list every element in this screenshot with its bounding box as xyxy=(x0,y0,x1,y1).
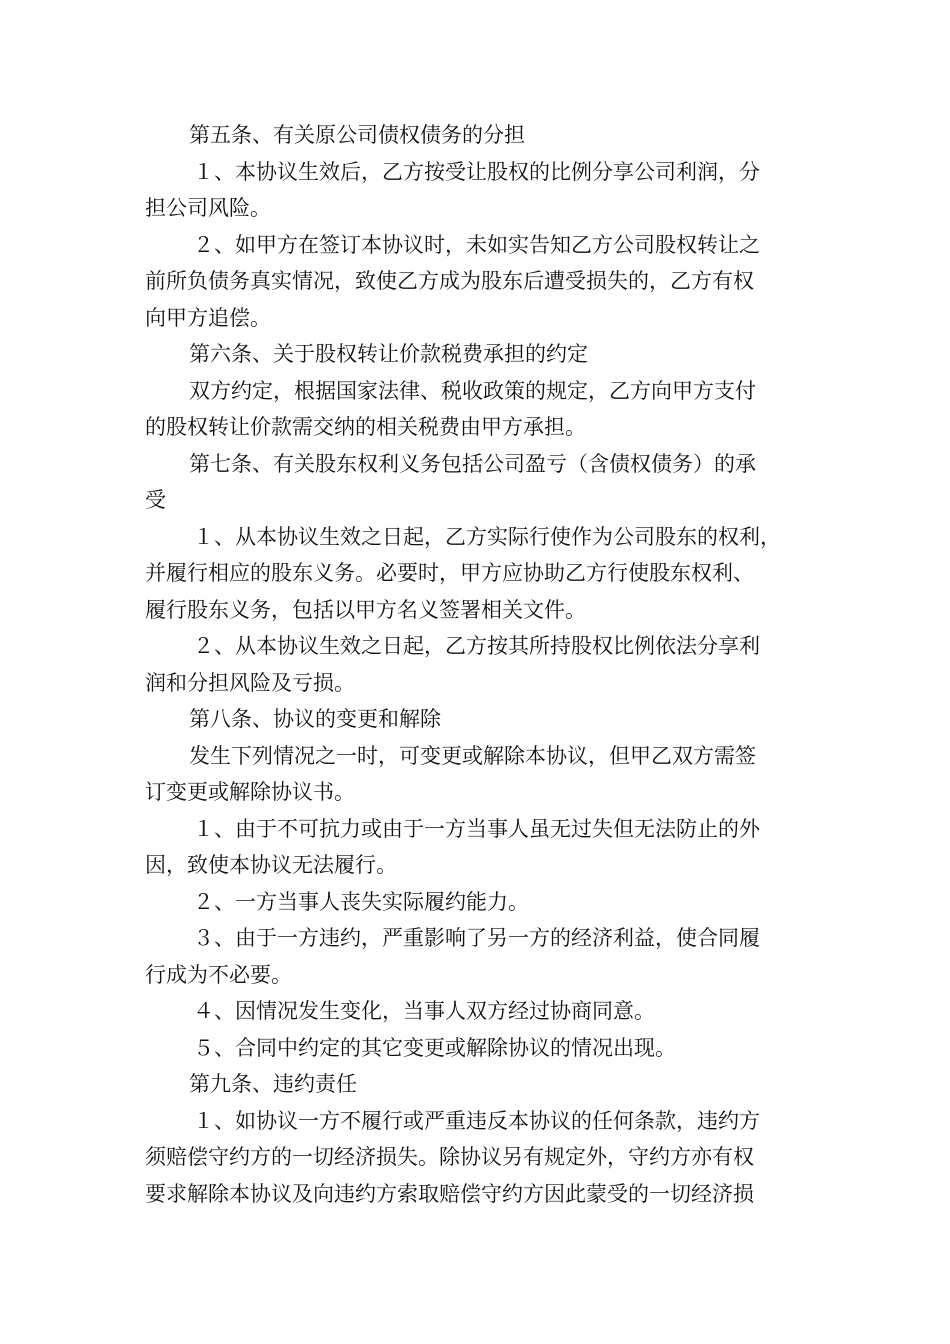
paragraph-line: 前所负债务真实情况，致使乙方成为股东后遭受损失的，乙方有权 xyxy=(145,269,754,293)
paragraph-line: ４、因情况发生变化，当事人双方经过协商同意。 xyxy=(193,999,655,1023)
paragraph-line: 订变更或解除协议书。 xyxy=(145,780,355,804)
paragraph-line: 须赔偿守约方的一切经济损失。除协议另有规定外，守约方亦有权 xyxy=(145,1145,754,1169)
paragraph-line: 润和分担风险及亏损。 xyxy=(145,670,355,695)
article-6-heading: 第六条、关于股权转让价款税费承担的约定 xyxy=(189,342,588,366)
paragraph-line: １、从本协议生效之日起，乙方实际行使作为公司股东的权利， xyxy=(193,524,781,549)
paragraph-line: 要求解除本协议及向违约方索取赔偿守约方因此蒙受的一切经济损 xyxy=(145,1181,754,1206)
article-7-heading-cont: 受 xyxy=(145,488,166,512)
article-5-heading: 第五条、有关原公司债权债务的分担 xyxy=(189,123,525,147)
document-body xyxy=(145,117,807,1212)
paragraph-line: 发生下列情况之一时，可变更或解除本协议，但甲乙双方需签 xyxy=(189,743,756,768)
paragraph-line: ３、由于一方违约，严重影响了另一方的经济利益，使合同履 xyxy=(193,926,760,950)
article-7-heading: 第七条、有关股东权利义务包括公司盈亏（含债权债务）的承 xyxy=(189,451,756,476)
paragraph-line: 行成为不必要。 xyxy=(145,962,292,987)
paragraph-line: ２、从本协议生效之日起，乙方按其所持股权比例依法分享利 xyxy=(193,634,760,658)
paragraph-line: 并履行相应的股东义务。必要时，甲方应协助乙方行使股东权利、 xyxy=(145,561,754,585)
article-9-heading: 第九条、违约责任 xyxy=(189,1072,357,1096)
paragraph-line: ５、合同中约定的其它变更或解除协议的情况出现。 xyxy=(193,1035,676,1060)
paragraph-line: １、如协议一方不履行或严重违反本协议的任何条款，违约方 xyxy=(193,1108,760,1133)
paragraph-line: ２、如甲方在签订本协议时，未如实告知乙方公司股权转让之 xyxy=(193,232,760,257)
paragraph-line: 因，致使本协议无法履行。 xyxy=(145,853,397,877)
paragraph-line: １、由于不可抗力或由于一方当事人虽无过失但无法防止的外 xyxy=(193,816,760,841)
paragraph-line: １、本协议生效后，乙方按受让股权的比例分享公司利润，分 xyxy=(193,159,760,184)
paragraph-line: 双方约定，根据国家法律、税收政策的规定，乙方向甲方支付 xyxy=(189,378,756,403)
paragraph-line: 向甲方追偿。 xyxy=(145,305,271,330)
paragraph-line: 履行股东义务，包括以甲方名义签署相关文件。 xyxy=(145,597,586,622)
paragraph-line: 的股权转让价款需交纳的相关税费由甲方承担。 xyxy=(145,415,586,439)
paragraph-line: ２、一方当事人丧失实际履约能力。 xyxy=(193,889,529,914)
paragraph-line: 担公司风险。 xyxy=(145,196,271,220)
article-8-heading: 第八条、协议的变更和解除 xyxy=(189,707,441,731)
